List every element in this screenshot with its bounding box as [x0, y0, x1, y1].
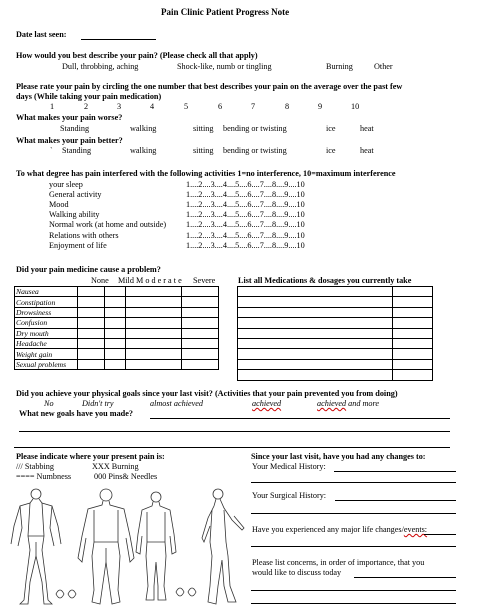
concerns-line[interactable]	[251, 590, 456, 591]
side-effect-cell[interactable]	[126, 349, 181, 359]
medical-history-label: Your Medical History:	[252, 462, 326, 471]
goal-option[interactable]: almost achieved	[150, 399, 203, 408]
better-option[interactable]: sitting	[193, 146, 214, 155]
side-effect-cell[interactable]	[77, 328, 104, 338]
interfere-scale[interactable]: 1....2....3....4....5....6....7....8....9....10	[186, 230, 305, 240]
table-row	[238, 359, 433, 369]
table-row	[238, 307, 433, 317]
foot-sketch	[176, 588, 196, 596]
col-severe: Severe	[193, 276, 216, 285]
worse-question: What makes your pain worse?	[16, 113, 123, 122]
better-option[interactable]: walking	[130, 146, 157, 155]
surgical-history-line[interactable]	[251, 513, 456, 514]
worse-option[interactable]: sitting	[193, 124, 214, 133]
table-row	[238, 297, 433, 307]
side-effect-cell[interactable]	[181, 287, 218, 297]
rating-number[interactable]: 7	[251, 102, 256, 111]
new-goals-line[interactable]	[150, 418, 450, 419]
describe-option[interactable]: Burning	[326, 62, 353, 71]
side-effect-cell[interactable]	[77, 359, 104, 369]
body-diagram[interactable]	[8, 486, 250, 610]
page-title: Pain Clinic Patient Progress Note	[161, 7, 290, 17]
better-option[interactable]: Standing	[62, 146, 92, 155]
life-changes-line[interactable]	[251, 546, 456, 547]
table-row	[15, 349, 219, 359]
goal-option[interactable]: achieved	[252, 399, 282, 408]
rating-number[interactable]: 8	[285, 102, 290, 111]
side-effect-cell[interactable]	[181, 359, 218, 369]
body-figure-front-2	[78, 489, 134, 604]
interfere-item: Walking ability	[49, 210, 100, 220]
table-row	[238, 287, 433, 297]
side-effect-cell[interactable]	[181, 318, 218, 328]
interfere-item: Normal work (at home and outside)	[49, 220, 167, 230]
concerns-label-2: would like to discuss today	[252, 568, 342, 577]
side-effect-cell[interactable]	[77, 318, 104, 328]
side-effect-cell[interactable]	[77, 287, 104, 297]
side-effect-cell[interactable]	[126, 297, 181, 307]
interfere-item: General activity	[49, 190, 102, 200]
medication-cell[interactable]	[393, 318, 433, 328]
legend-stabbing: /// Stabbing	[16, 462, 54, 471]
interfere-scale[interactable]: 1....2....3....4....5....6....7....8....9....10	[186, 190, 305, 200]
side-effect-label: Headache	[15, 338, 78, 348]
medication-cell[interactable]	[393, 338, 433, 348]
medication-cell[interactable]	[393, 370, 433, 380]
better-tick: `	[50, 146, 53, 155]
interfere-item: Enjoyment of life	[49, 240, 107, 250]
side-effect-cell[interactable]	[181, 307, 218, 317]
interfere-item: Relations with others	[49, 230, 119, 240]
new-goals-line[interactable]	[19, 431, 450, 432]
rate-question-line1: Please rate your pain by circling the one number that best describes your pain on the average over the past few	[16, 82, 403, 91]
side-effect-label: Nausea	[15, 287, 78, 297]
side-effect-cell[interactable]	[105, 318, 126, 328]
medication-cell[interactable]	[238, 307, 393, 317]
concerns-line[interactable]	[251, 603, 456, 604]
surgical-history-label: Your Surgical History:	[252, 491, 327, 500]
col-moderate: M o d e r a t e	[136, 276, 182, 285]
life-changes-line[interactable]	[424, 534, 456, 535]
goal-option[interactable]: achieved and more	[317, 399, 379, 408]
side-effect-cell[interactable]	[126, 359, 181, 369]
better-question: What makes your pain better?	[16, 136, 123, 145]
side-effect-label: Constipation	[15, 297, 78, 307]
medication-cell[interactable]	[238, 338, 393, 348]
legend-pins: 000 Pins& Needles	[94, 472, 158, 481]
side-effect-cell[interactable]	[105, 287, 126, 297]
side-effect-cell[interactable]	[181, 328, 218, 338]
medication-cell[interactable]	[238, 297, 393, 307]
interfere-item: Mood	[49, 200, 69, 210]
medication-cell[interactable]	[393, 349, 433, 359]
worse-option[interactable]: bending or twisting	[223, 124, 287, 133]
pain-location-heading: Please indicate where your present pain is:	[16, 452, 165, 461]
better-option[interactable]: ice	[326, 146, 336, 155]
table-row	[238, 349, 433, 359]
medication-cell[interactable]	[393, 307, 433, 317]
describe-option[interactable]: Other	[374, 62, 393, 71]
concerns-label-1: Please list concerns, in order of importance, that you	[252, 558, 425, 567]
interfere-scale[interactable]: 1....2....3....4....5....6....7....8....9....10	[186, 210, 305, 220]
rating-number[interactable]: 5	[184, 102, 189, 111]
table-row	[238, 338, 433, 348]
table-row	[15, 297, 219, 307]
rating-number[interactable]: 4	[150, 102, 155, 111]
medications-table	[237, 286, 433, 381]
side-effect-cell[interactable]	[105, 307, 126, 317]
side-effect-cell[interactable]	[77, 307, 104, 317]
table-row	[15, 328, 219, 338]
better-option[interactable]: bending or twisting	[223, 146, 287, 155]
col-mild: Mild	[118, 276, 134, 285]
better-option[interactable]: heat	[360, 146, 374, 155]
side-effect-cell[interactable]	[105, 338, 126, 348]
describe-option[interactable]: Dull, throbbing, aching	[62, 62, 139, 71]
side-effect-cell[interactable]	[126, 307, 181, 317]
side-effect-cell[interactable]	[105, 359, 126, 369]
section-divider	[14, 447, 450, 448]
foot-sketch	[56, 590, 76, 598]
table-row	[15, 307, 219, 317]
medication-cell[interactable]	[238, 359, 393, 369]
side-effect-cell[interactable]	[77, 349, 104, 359]
side-effect-cell[interactable]	[77, 338, 104, 348]
meds-heading: List all Medications & dosages you currently take	[238, 276, 412, 285]
side-effect-cell[interactable]	[181, 338, 218, 348]
interfere-scale[interactable]: 1....2....3....4....5....6....7....8....9....10	[186, 200, 305, 210]
worse-option[interactable]: walking	[130, 124, 157, 133]
goals-question: Did you achieve your physical goals since your last visit? (Activities that your pain prevented you from doing)	[16, 389, 398, 398]
side-effect-label: Drowsiness	[15, 307, 78, 317]
table-row	[15, 287, 219, 297]
medication-cell[interactable]	[393, 328, 433, 338]
side-effect-label: Dry mouth	[15, 328, 78, 338]
table-row	[238, 318, 433, 328]
new-goals-label: What new goals have you made?	[19, 409, 133, 418]
interfere-scale[interactable]: 1....2....3....4....5....6....7....8....9....10	[186, 240, 305, 250]
worse-option[interactable]: Standing	[60, 124, 90, 133]
side-effect-label: Weight gain	[15, 349, 78, 359]
medication-cell[interactable]	[238, 328, 393, 338]
medication-cell[interactable]	[238, 318, 393, 328]
legend-burning: XXX Burning	[92, 462, 139, 471]
life-changes-label: Have you experienced any major life changes/events:	[252, 525, 428, 534]
rating-number[interactable]: 10	[351, 102, 360, 111]
medication-cell[interactable]	[238, 287, 393, 297]
interfere-item: your sleep	[49, 180, 83, 189]
concerns-line[interactable]	[354, 577, 456, 578]
side-effect-cell[interactable]	[181, 297, 218, 307]
medication-cell[interactable]	[238, 370, 393, 380]
side-effect-cell[interactable]	[105, 349, 126, 359]
side-effect-cell[interactable]	[126, 328, 181, 338]
body-figure-back	[136, 492, 176, 600]
describe-option[interactable]: Shock-like, numb or tingling	[177, 62, 272, 71]
body-figure-side	[202, 489, 244, 604]
side-effect-cell[interactable]	[77, 297, 104, 307]
interfere-scale[interactable]: 1....2....3....4....5....6....7....8....9....10	[186, 220, 305, 230]
describe-question: How would you best describe your pain? (Please check all that apply)	[16, 51, 258, 60]
side-effect-cell[interactable]	[126, 318, 181, 328]
rating-number[interactable]: 6	[218, 102, 223, 111]
medication-cell[interactable]	[238, 349, 393, 359]
medication-cell[interactable]	[393, 359, 433, 369]
side-effect-cell[interactable]	[105, 297, 126, 307]
worse-option[interactable]: ice	[326, 124, 336, 133]
rating-number[interactable]: 1	[50, 102, 55, 111]
side-effect-label: Confusion	[15, 318, 78, 328]
table-row	[15, 318, 219, 328]
medication-cell[interactable]	[393, 287, 433, 297]
table-row	[238, 328, 433, 338]
worse-option[interactable]: heat	[360, 124, 374, 133]
side-effect-cell[interactable]	[126, 338, 181, 348]
date-label: Date last seen:	[16, 30, 67, 39]
surgical-history-line[interactable]	[335, 500, 456, 501]
col-none: None	[91, 276, 109, 285]
side-effect-label: Sexual problems	[15, 359, 78, 369]
side-effects-table	[14, 286, 219, 370]
changes-heading: Since your last visit, have you had any changes to:	[251, 452, 426, 461]
medical-history-line[interactable]	[251, 482, 456, 483]
goal-option[interactable]: No	[44, 399, 54, 408]
interfere-question: To what degree has pain interfered with the following activities 1=no interference, 10=maximum interference	[16, 169, 396, 178]
table-row	[238, 370, 433, 380]
side-effect-cell[interactable]	[126, 287, 181, 297]
date-field[interactable]	[81, 39, 156, 40]
side-effect-cell[interactable]	[181, 349, 218, 359]
legend-numbness: ==== Numbness	[16, 472, 72, 481]
medproblem-question: Did your pain medicine cause a problem?	[16, 265, 161, 274]
medication-cell[interactable]	[393, 297, 433, 307]
interfere-scale[interactable]: 1....2....3....4....5....6....7....8....9....10	[186, 180, 305, 189]
rating-number[interactable]: 2	[84, 102, 89, 111]
rate-question-line2: days (While taking your pain medication)	[16, 92, 162, 101]
table-row	[15, 359, 219, 369]
body-figure-front	[11, 489, 61, 604]
side-effect-cell[interactable]	[105, 328, 126, 338]
rating-number[interactable]: 9	[318, 102, 323, 111]
goal-option[interactable]: Didn't try	[82, 399, 114, 408]
rating-number[interactable]: 3	[117, 102, 122, 111]
table-row	[15, 338, 219, 348]
medical-history-line[interactable]	[334, 471, 456, 472]
